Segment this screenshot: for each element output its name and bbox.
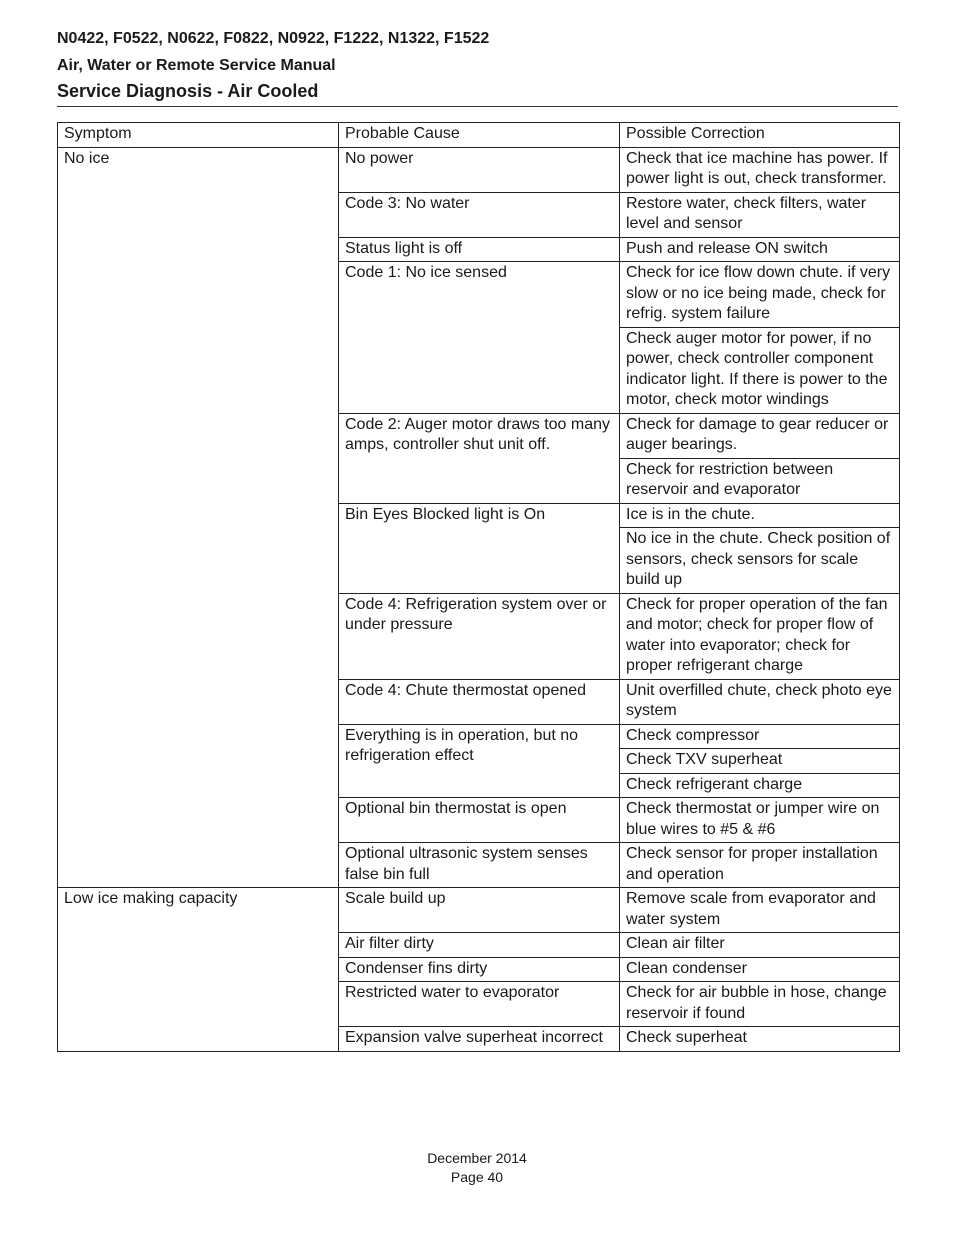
header-symptom: Symptom (58, 123, 339, 148)
correction-cell: Check compressor (620, 724, 900, 749)
correction-cell: Check refrigerant charge (620, 773, 900, 798)
correction-cell: Ice is in the chute. (620, 503, 900, 528)
correction-cell: Check TXV superheat (620, 749, 900, 774)
manual-title: Air, Water or Remote Service Manual (57, 57, 336, 74)
correction-cell: Check for air bubble in hose, change reservoir if found (620, 982, 900, 1027)
cause-cell: Code 2: Auger motor draws too many amps, controller shut unit off. (339, 413, 620, 503)
cause-cell: Optional bin thermostat is open (339, 798, 620, 843)
cause-cell: Code 3: No water (339, 192, 620, 237)
cause-cell: Air filter dirty (339, 933, 620, 958)
cause-cell: Scale build up (339, 888, 620, 933)
diagnosis-table (57, 122, 900, 1052)
cause-cell: Code 1: No ice sensed (339, 262, 620, 414)
header-cause: Probable Cause (339, 123, 620, 148)
footer-page-number: Page 40 (450, 1169, 504, 1185)
correction-cell: Clean air filter (620, 933, 900, 958)
correction-cell: Check thermostat or jumper wire on blue wires to #5 & #6 (620, 798, 900, 843)
footer-date: December 2014 (427, 1150, 527, 1166)
cause-cell: Optional ultrasonic system senses false bin full (339, 843, 620, 888)
correction-cell: Unit overfilled chute, check photo eye system (620, 679, 900, 724)
correction-cell: Remove scale from evaporator and water system (620, 888, 900, 933)
correction-cell: Check superheat (620, 1027, 900, 1052)
correction-cell: Check that ice machine has power. If power light is out, check transformer. (620, 147, 900, 192)
table-row (58, 888, 900, 933)
correction-cell: No ice in the chute. Check position of sensors, check sensors for scale build up (620, 528, 900, 594)
correction-cell: Restore water, check filters, water level and sensor (620, 192, 900, 237)
cause-cell: Code 4: Refrigeration system over or under pressure (339, 593, 620, 679)
correction-cell: Push and release ON switch (620, 237, 900, 262)
section-title: Service Diagnosis - Air Cooled (57, 81, 319, 101)
correction-cell: Check auger motor for power, if no power, check controller component indicator light. If there is power to the motor, check motor windings (620, 327, 900, 413)
correction-cell: Clean condenser (620, 957, 900, 982)
header-correction: Possible Correction (620, 123, 900, 148)
cause-cell: Bin Eyes Blocked light is On (339, 503, 620, 593)
cause-cell: No power (339, 147, 620, 192)
cause-cell: Everything is in operation, but no refrigeration effect (339, 724, 620, 798)
correction-cell: Check for damage to gear reducer or auger bearings. (620, 413, 900, 458)
cause-cell: Expansion valve superheat incorrect (339, 1027, 620, 1052)
cause-cell: Status light is off (339, 237, 620, 262)
table-header-row (58, 123, 900, 148)
page-header (57, 30, 898, 101)
correction-cell: Check for proper operation of the fan and motor; check for proper flow of water into evaporator; check for proper refrigerant charge (620, 593, 900, 679)
correction-cell: Check for ice flow down chute. if very slow or no ice being made, check for refrig. system failure (620, 262, 900, 328)
correction-cell: Check for restriction between reservoir and evaporator (620, 458, 900, 503)
model-list: N0422, F0522, N0622, F0822, N0922, F1222, N1322, F1522 (57, 30, 490, 47)
cause-cell: Restricted water to evaporator (339, 982, 620, 1027)
symptom-cell: Low ice making capacity (58, 888, 339, 1052)
header-divider (57, 106, 898, 107)
correction-cell: Check sensor for proper installation and operation (620, 843, 900, 888)
page-footer (0, 1149, 954, 1187)
cause-cell: Condenser fins dirty (339, 957, 620, 982)
symptom-cell: No ice (58, 147, 339, 888)
cause-cell: Code 4: Chute thermostat opened (339, 679, 620, 724)
table-row (58, 147, 900, 192)
diagnosis-table-body (58, 123, 900, 1052)
